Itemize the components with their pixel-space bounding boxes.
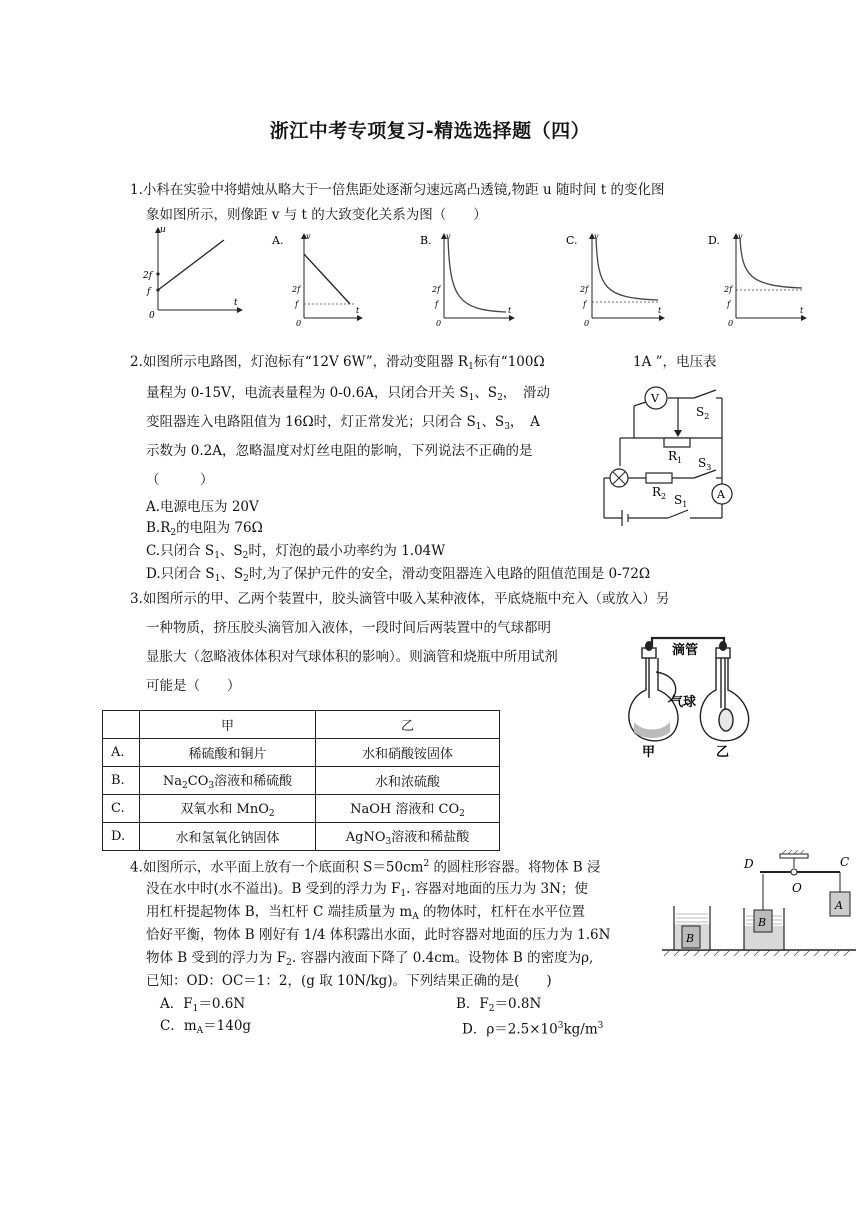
table-header-cell: 乙 [316,711,500,739]
q3-line-1: 3.如图所示的甲、乙两个装置中，胶头滴管中吸入某种液体，平底烧瓶中充入（或放入）另 [130,591,670,607]
q1-graph-d [706,228,810,328]
q1-graph-b-tag: B. [420,234,432,247]
q1-main-f: f [147,287,151,297]
table-header-row [103,711,500,739]
q1-graph-b-y: v [446,232,451,241]
page-title: 浙江中考专项复习-精选选择题（四） [269,120,591,142]
table-cell: AgNO$_3$溶液和稀盐酸 [316,823,500,851]
q2-r2-label: $R_2$ [652,485,667,501]
q1-main-x-label: t [234,298,238,308]
q1-graph-b-origin: 0 [436,319,442,328]
q1-graph-d-2f: 2f [724,285,733,294]
q4-option-d: D．$\rho=2.5\times 10^3kg/m^3$ [462,1021,604,1038]
q4-a-label: A [835,899,843,912]
q4-line-6: 已知：OD：OC＝1：2，(g 取 10N/kg)。下列结果正确的是( ) [146,973,552,989]
q2-option-c: C.只闭合 $S_1$、$S_2$时，灯泡的最小功率约为 1.04W [146,543,446,561]
q2-option-b: $B.R_2$的电阻为 76Ω [146,520,263,538]
q1-main-origin: 0 [149,311,155,321]
q1-graph-d-tag: D. [708,234,720,247]
table-header-cell: 甲 [140,711,316,739]
q4-line-5: 物体 B 受到的浮力为 $F_2$. 容器内液面下降了 0.4cm。设物体 B 的密度为ρ, [146,950,594,968]
table-cell: 稀硫酸和铜片 [140,739,316,767]
q1-line-2: 象如图所示，则像距 v 与 t 的大致变化关系为图（ ） [146,207,487,223]
q2-line-1-right: 1A ”，电压表 [633,354,717,370]
table-cell: 水和硝酸铵固体 [316,739,500,767]
table-row [103,739,500,767]
table-cell-label: D. [103,823,140,851]
q1-graph-c-x: t [658,306,662,315]
q3-line-3: 显胀大（忽略液体体积对气球体积的影响）。则滴管和烧瓶中所用试剂 [146,649,558,665]
q4-d-label: D [744,857,754,871]
q3-line-2: 一种物质，挤压胶头滴管加入液体，一段时间后两装置中的气球都明 [146,620,551,636]
table-row [103,795,500,823]
table-cell: 双氧水和 MnO$_2$ [140,795,316,823]
q1-graph-b [418,228,518,328]
q2-option-d: D.只闭合 $S_1$、$S_2$时,为了保护元件的安全，滑动变阻器连入电路的阻值范围是 0-72Ω [146,566,651,584]
q1-main-2f: 2f [143,271,153,281]
q1-graph-a-x: t [356,306,360,315]
q2-r1-label: $R_1$ [668,449,683,465]
table-cell: 水和氢氧化钠固体 [140,823,316,851]
q3-dropper-label: 滴管 [672,643,699,658]
q1-graph-d-f: f [727,300,730,309]
q3-line-4: 可能是（ ） [146,678,241,694]
q2-circuit-diagram [598,380,738,530]
q3-flask-figure [612,628,762,760]
q4-line-3: 用杠杆提起物体 B，当杠杆 C 端挂质量为 $m_A$ 的物体时，杠杆在水平位置 [146,904,586,922]
q2-ammeter-label: A [717,488,725,501]
q2-line-5: （ ） [146,472,214,488]
table-cell-label: C. [103,795,140,823]
q1-graph-d-y: v [738,232,743,241]
q1-graph-c-2f: 2f [580,285,589,294]
table-cell-label: B. [103,767,140,795]
q4-line-2: 没在水中时(水不溢出)。B 受到的浮力为 $F_1$. 容器对地面的压力为 3N；使 [146,881,588,899]
q2-line-2: 量程为 0-15V，电流表量程为 0-0.6A，只闭合开关 $S_1$、$S_2$， 滑动 [146,385,551,403]
q1-graph-c [564,228,668,328]
q1-main-y-label: u [160,225,166,235]
q1-line-1: 1.小科在实验中将蜡烛从略大于一倍焦距处逐渐匀速远离凸透镜,物距 u 随时间 t 的变化图 [130,182,665,198]
q2-line-1: 2.如图所示电路图，灯泡标有“12V 6W”，滑动变阻器 $R_1$标有“100Ω [130,354,545,372]
q4-left-b-label: B [686,932,695,945]
table-cell: NaOH 溶液和 $CO_2$ [316,795,500,823]
q1-graph-a-tag: A. [272,234,284,247]
q4-line-1: 4.如图所示，水平面上放有一个底面积 $S=50cm^2$ 的圆柱形容器。将物体 B 浸 [130,859,601,876]
q2-option-a: A.电源电压为 20V [146,499,259,515]
q1-graph-b-x: t [508,306,512,315]
q3-jia-label: 甲 [642,745,656,760]
q1-graph-a-y: v [306,232,311,241]
q1-graph-d-x: t [800,306,804,315]
table-row [103,767,500,795]
q1-graph-c-tag: C. [566,234,578,247]
table-cell: 水和浓硫酸 [316,767,500,795]
q1-graph-a-f: f [295,300,298,309]
q1-graph-main [140,222,250,322]
table-cell: $Na_2CO_3$溶液和稀硫酸 [140,767,316,795]
q3-yi-label: 乙 [716,745,730,760]
q1-graph-c-origin: 0 [584,319,590,328]
q4-c-label: C [840,855,850,869]
table-row [103,823,500,851]
q2-line-3: 变阻器连入电路阻值为 16Ω时，灯正常发光；只闭合 $S_1$、$S_3$， A [146,414,540,432]
q1-graph-a-2f: 2f [292,285,301,294]
table-cell-label: A. [103,739,140,767]
q1-graph-c-y: v [594,232,599,241]
q4-o-label: O [792,881,802,895]
q2-line-4: 示数为 0.2A，忽略温度对灯丝电阻的影响，下列说法不正确的是 [146,443,533,459]
q1-graph-a-origin: 0 [296,319,302,328]
q1-graph-b-f: f [435,300,438,309]
q2-s2-label: $S_2$ [696,405,710,421]
q4-line-4: 恰好平衡，物体 B 刚好有 1/4 体积露出水面，此时容器对地面的压力为 1.6N [146,927,611,943]
q2-s3-label: $S_3$ [698,456,712,472]
q3-balloon-label: 气球 [670,695,697,710]
q4-lever-figure [660,850,858,962]
q4-option-b: B．$F_2=0.8N$ [456,996,542,1014]
q4-option-a: A．$F_1=0.6N$ [160,996,246,1014]
q3-options-table [102,710,500,851]
q2-voltmeter-label: V [651,392,659,405]
q4-middle-b-label: B [758,916,767,929]
q1-graph-a [270,228,366,328]
table-header-cell [103,711,140,739]
q4-option-c: C．$m_A=140g$ [160,1018,252,1036]
q1-graph-b-2f: 2f [432,285,441,294]
q1-graph-d-origin: 0 [728,319,734,328]
q2-s1-label: $S_1$ [674,493,688,509]
q1-graph-c-f: f [583,300,586,309]
